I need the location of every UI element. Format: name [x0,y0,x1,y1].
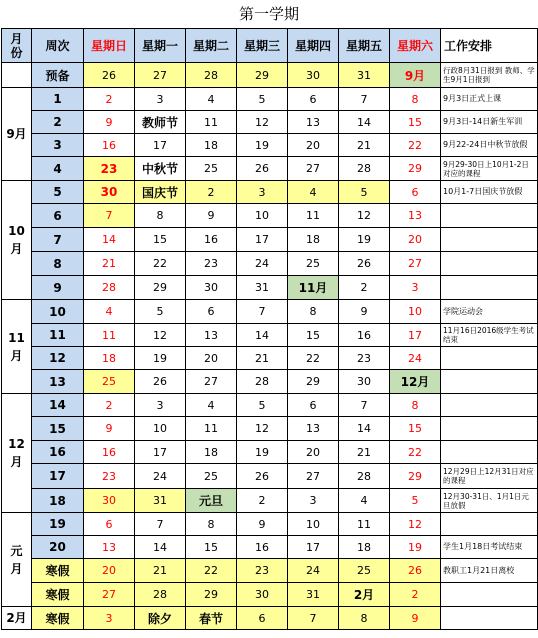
day-cell: 7 [237,300,288,324]
week-cell: 3 [32,134,84,157]
table-row [2,513,538,536]
header-plan: 工作安排 [441,29,538,63]
week-cell: 7 [32,228,84,252]
week-cell: 14 [32,394,84,417]
table-row [2,88,538,111]
day-cell: 3 [390,276,441,300]
day-cell: 10 [237,204,288,228]
week-cell: 20 [32,536,84,559]
day-cell: 25 [186,464,237,489]
day-cell: 8 [135,204,186,228]
week-cell: 1 [32,88,84,111]
day-cell: 28 [135,583,186,607]
table-row [2,347,538,370]
day-cell: 17 [135,441,186,464]
day-cell: 25 [339,559,390,583]
table-row [2,300,538,324]
day-cell: 31 [288,583,339,607]
day-cell: 25 [288,252,339,276]
day-cell: 22 [390,441,441,464]
day-cell: 8 [339,607,390,630]
table-row [2,276,538,300]
day-cell: 11 [339,513,390,536]
table-row [2,252,538,276]
day-cell: 10 [288,513,339,536]
plan-cell: 行政8月31日报到 教师、学生9月1日报到 [441,63,538,88]
day-cell: 19 [339,228,390,252]
day-cell: 7 [288,607,339,630]
week-cell: 寒假 [32,559,84,583]
day-cell: 春节 [186,607,237,630]
day-cell: 6 [186,300,237,324]
plan-cell [441,394,538,417]
week-cell: 寒假 [32,607,84,630]
day-cell: 29 [390,464,441,489]
plan-cell [441,607,538,630]
day-cell: 23 [339,347,390,370]
day-cell: 12月 [390,370,441,394]
day-cell: 9 [390,607,441,630]
day-cell: 30 [339,370,390,394]
day-cell: 23 [186,252,237,276]
day-cell: 9 [84,417,135,441]
day-cell: 2 [84,394,135,417]
day-cell: 11 [288,204,339,228]
day-cell: 12 [390,513,441,536]
day-cell: 9 [84,111,135,134]
week-cell: 17 [32,464,84,489]
day-cell: 30 [84,489,135,513]
day-cell: 16 [237,536,288,559]
day-cell: 27 [135,63,186,88]
day-cell: 7 [339,394,390,417]
day-cell: 15 [135,228,186,252]
day-cell: 10 [390,300,441,324]
day-cell: 14 [135,536,186,559]
week-cell: 11 [32,324,84,347]
day-cell: 31 [135,489,186,513]
day-cell: 14 [339,417,390,441]
day-cell: 3 [135,88,186,111]
semester-calendar-table [1,28,538,630]
day-cell: 18 [339,536,390,559]
table-row [2,157,538,181]
table-row [2,181,538,204]
table-row [2,134,538,157]
day-cell: 23 [237,559,288,583]
plan-cell [441,347,538,370]
day-cell: 5 [390,489,441,513]
table-row [2,489,538,513]
day-cell: 24 [288,559,339,583]
week-cell: 12 [32,347,84,370]
day-cell: 14 [84,228,135,252]
day-cell: 13 [84,536,135,559]
plan-cell: 9月29-30日上10月1-2日对应的课程 [441,157,538,181]
month-cell: 元月 [2,513,32,607]
day-cell: 6 [288,88,339,111]
day-cell: 28 [339,157,390,181]
week-cell: 16 [32,441,84,464]
day-cell: 6 [390,181,441,204]
day-cell: 3 [237,181,288,204]
day-cell: 13 [186,324,237,347]
plan-cell [441,204,538,228]
header-day-3: 星期三 [237,29,288,63]
day-cell: 13 [390,204,441,228]
day-cell: 6 [237,607,288,630]
day-cell: 8 [288,300,339,324]
day-cell: 2 [390,583,441,607]
day-cell: 24 [237,252,288,276]
day-cell: 27 [186,370,237,394]
day-cell: 19 [135,347,186,370]
day-cell: 10 [135,417,186,441]
day-cell: 30 [288,63,339,88]
day-cell: 21 [237,347,288,370]
day-cell: 29 [288,370,339,394]
day-cell: 7 [135,513,186,536]
day-cell: 18 [288,228,339,252]
day-cell: 23 [84,464,135,489]
day-cell: 18 [84,347,135,370]
day-cell: 27 [288,464,339,489]
header-day-1: 星期一 [135,29,186,63]
day-cell: 31 [339,63,390,88]
day-cell: 24 [390,347,441,370]
day-cell: 4 [288,181,339,204]
week-cell: 5 [32,181,84,204]
day-cell: 22 [288,347,339,370]
day-cell: 18 [186,441,237,464]
week-cell: 13 [32,370,84,394]
table-row [2,204,538,228]
day-cell: 4 [339,489,390,513]
week-cell: 6 [32,204,84,228]
day-cell: 元旦 [186,489,237,513]
day-cell: 11 [186,111,237,134]
month-cell: 10月 [2,181,32,300]
header-day-0: 星期日 [84,29,135,63]
day-cell: 27 [84,583,135,607]
day-cell: 22 [135,252,186,276]
day-cell: 20 [84,559,135,583]
day-cell: 16 [84,134,135,157]
plan-cell: 学院运动会 [441,300,538,324]
day-cell: 28 [339,464,390,489]
day-cell: 2 [237,489,288,513]
header-day-6: 星期六 [390,29,441,63]
day-cell: 30 [186,276,237,300]
day-cell: 28 [84,276,135,300]
day-cell: 11 [84,324,135,347]
plan-cell [441,417,538,441]
table-row [2,607,538,630]
day-cell: 28 [186,63,237,88]
plan-cell [441,370,538,394]
day-cell: 16 [339,324,390,347]
plan-cell: 12月29日上12月31日对应的课程 [441,464,538,489]
day-cell: 11 [186,417,237,441]
day-cell: 29 [390,157,441,181]
day-cell: 24 [135,464,186,489]
day-cell: 7 [339,88,390,111]
week-cell: 2 [32,111,84,134]
day-cell: 8 [186,513,237,536]
day-cell: 20 [288,134,339,157]
plan-cell [441,513,538,536]
day-cell: 26 [237,157,288,181]
day-cell: 2 [84,88,135,111]
day-cell: 16 [84,441,135,464]
day-cell: 22 [186,559,237,583]
month-cell: 12月 [2,394,32,513]
table-row [2,228,538,252]
day-cell: 25 [84,370,135,394]
day-cell: 26 [135,370,186,394]
plan-cell: 学生1月18日考试结束 [441,536,538,559]
day-cell: 除夕 [135,607,186,630]
day-cell: 23 [84,157,135,181]
table-row [2,583,538,607]
day-cell: 21 [339,441,390,464]
day-cell: 5 [135,300,186,324]
table-row [2,441,538,464]
day-cell: 18 [186,134,237,157]
week-cell: 预备 [32,63,84,88]
day-cell: 20 [288,441,339,464]
day-cell: 9 [186,204,237,228]
day-cell: 3 [84,607,135,630]
day-cell: 7 [84,204,135,228]
plan-cell [441,228,538,252]
day-cell: 15 [390,111,441,134]
day-cell: 21 [84,252,135,276]
day-cell: 17 [237,228,288,252]
day-cell: 17 [288,536,339,559]
day-cell: 13 [288,417,339,441]
header-day-2: 星期二 [186,29,237,63]
day-cell: 20 [390,228,441,252]
day-cell: 9月 [390,63,441,88]
week-cell: 寒假 [32,583,84,607]
day-cell: 22 [390,134,441,157]
day-cell: 4 [186,394,237,417]
header-month: 月份 [2,29,32,63]
month-cell [2,63,32,88]
table-row [2,536,538,559]
plan-cell: 9月3日-14日新生军训 [441,111,538,134]
day-cell: 25 [186,157,237,181]
table-row [2,417,538,441]
day-cell: 12 [339,204,390,228]
table-row [2,559,538,583]
table-row [2,370,538,394]
day-cell: 14 [339,111,390,134]
plan-cell [441,276,538,300]
day-cell: 29 [186,583,237,607]
day-cell: 27 [390,252,441,276]
day-cell: 17 [390,324,441,347]
day-cell: 3 [288,489,339,513]
header-week: 周次 [32,29,84,63]
day-cell: 15 [186,536,237,559]
page-title: 第一学期 [238,5,299,23]
month-cell: 11月 [2,300,32,394]
day-cell: 20 [186,347,237,370]
plan-cell: 9月22-24日中秋节放假 [441,134,538,157]
plan-cell [441,583,538,607]
table-row [2,111,538,134]
day-cell: 5 [237,88,288,111]
week-cell: 10 [32,300,84,324]
header-day-5: 星期五 [339,29,390,63]
day-cell: 12 [237,417,288,441]
week-cell: 4 [32,157,84,181]
plan-cell: 教职工1月21日离校 [441,559,538,583]
day-cell: 13 [288,111,339,134]
day-cell: 2 [186,181,237,204]
header-day-4: 星期四 [288,29,339,63]
plan-cell [441,252,538,276]
day-cell: 8 [390,394,441,417]
day-cell: 29 [237,63,288,88]
day-cell: 30 [84,181,135,204]
day-cell: 中秋节 [135,157,186,181]
day-cell: 6 [288,394,339,417]
day-cell: 11月 [288,276,339,300]
week-cell: 19 [32,513,84,536]
day-cell: 8 [390,88,441,111]
day-cell: 19 [237,134,288,157]
week-cell: 9 [32,276,84,300]
plan-cell [441,441,538,464]
plan-cell: 11月16日2016级学生考试结束 [441,324,538,347]
day-cell: 26 [84,63,135,88]
day-cell: 16 [186,228,237,252]
table-row [2,63,538,88]
day-cell: 28 [237,370,288,394]
day-cell: 15 [288,324,339,347]
day-cell: 30 [237,583,288,607]
day-cell: 27 [288,157,339,181]
day-cell: 12 [135,324,186,347]
plan-cell: 9月3日正式上课 [441,88,538,111]
day-cell: 21 [339,134,390,157]
table-row [2,464,538,489]
table-row [2,324,538,347]
day-cell: 12 [237,111,288,134]
day-cell: 2 [339,276,390,300]
day-cell: 21 [135,559,186,583]
day-cell: 国庆节 [135,181,186,204]
day-cell: 31 [237,276,288,300]
day-cell: 9 [339,300,390,324]
week-cell: 8 [32,252,84,276]
day-cell: 4 [84,300,135,324]
day-cell: 29 [135,276,186,300]
week-cell: 15 [32,417,84,441]
day-cell: 15 [390,417,441,441]
day-cell: 14 [237,324,288,347]
plan-cell: 12月30-31日、1月1日元旦放假 [441,489,538,513]
day-cell: 5 [339,181,390,204]
day-cell: 26 [237,464,288,489]
day-cell: 3 [135,394,186,417]
day-cell: 19 [237,441,288,464]
day-cell: 教师节 [135,111,186,134]
day-cell: 6 [84,513,135,536]
day-cell: 2月 [339,583,390,607]
day-cell: 4 [186,88,237,111]
day-cell: 17 [135,134,186,157]
day-cell: 5 [237,394,288,417]
week-cell: 18 [32,489,84,513]
day-cell: 19 [390,536,441,559]
day-cell: 9 [237,513,288,536]
table-row [2,394,538,417]
day-cell: 26 [339,252,390,276]
month-cell: 9月 [2,88,32,181]
plan-cell: 10月1-7日国庆节放假 [441,181,538,204]
day-cell: 26 [390,559,441,583]
month-cell: 2月 [2,607,32,630]
